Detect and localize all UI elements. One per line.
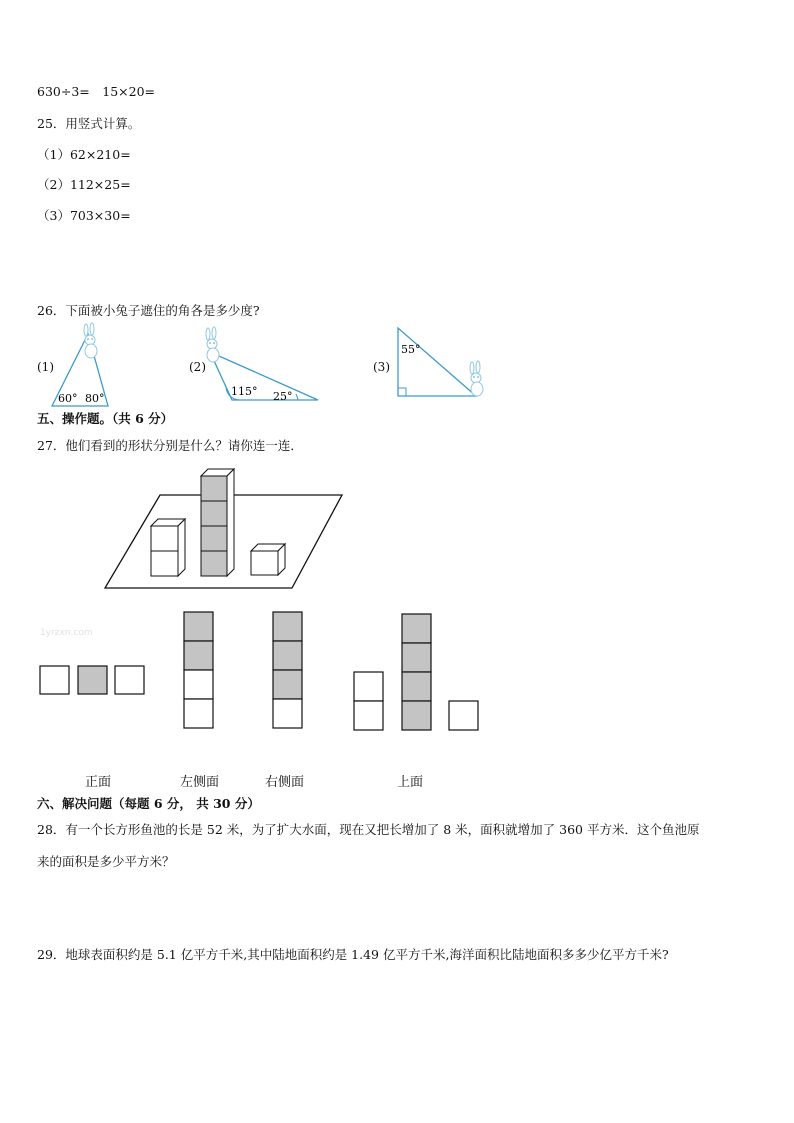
- rabbit-icon: [206, 327, 219, 362]
- angle-label-80: 80°: [85, 392, 105, 405]
- view-shape-row-of-three: [40, 666, 144, 694]
- rabbit-icon: [470, 361, 483, 396]
- angle-label-60: 60°: [58, 392, 78, 405]
- rabbit-icon: [84, 323, 97, 358]
- question-27-title: 27．他们看到的形状分别是什么？请你连一连．: [37, 438, 303, 453]
- view-shape-column-three-gray: [273, 612, 302, 728]
- cube-stack-tall: [201, 469, 234, 576]
- view-shapes: [36, 608, 486, 734]
- section-6-heading: 六、解决问题（每题 6 分， 共 30 分）: [37, 796, 260, 811]
- cube-single: [251, 544, 285, 575]
- watermark: 1yrzxn.com: [40, 628, 93, 638]
- question-28-line-1: 28．有一个长方形鱼池的长是 52 米，为了扩大水面，现在又把长增加了 8 米，面积就增加了 360 平方米．这个鱼池原: [37, 822, 700, 837]
- question-25-title: 25．用竖式计算。: [37, 116, 141, 131]
- view-shape-column-two-gray: [184, 612, 213, 728]
- calc-line: 630÷3= 15×20=: [37, 84, 156, 99]
- angle-label-115: 115°: [231, 385, 258, 398]
- view-label-left: 左侧面: [180, 775, 220, 790]
- figure-label-3: (3): [373, 360, 390, 374]
- triangle-figure-3: [398, 328, 483, 396]
- view-shape-mixed: [354, 614, 478, 730]
- question-29: 29．地球表面积约是 5.1 亿平方千米,其中陆地面积约是 1.49 亿平方千米,海洋面积比陆地面积多多少亿平方千米?: [37, 947, 669, 962]
- question-25-item-2: （2）112×25=: [37, 177, 131, 192]
- view-label-front: 正面: [85, 775, 112, 790]
- question-25-item-1: （1）62×210=: [37, 147, 131, 162]
- question-28-line-2: 来的面积是多少平方米？: [37, 854, 175, 869]
- question-26-title: 26．下面被小兔子遮住的角各是多少度?: [37, 303, 260, 318]
- section-5-heading: 五、操作题。（共 6 分）: [37, 411, 174, 426]
- question-25-item-3: （3）703×30=: [37, 208, 131, 223]
- cube-stack-left: [151, 519, 185, 576]
- cube-scene: [100, 464, 350, 594]
- figure-label-2: (2): [189, 360, 206, 374]
- angle-label-55: 55°: [401, 343, 421, 356]
- view-label-right: 右侧面: [265, 775, 305, 790]
- angle-figures: [30, 322, 500, 412]
- triangle-figure-1: [52, 323, 108, 406]
- figure-label-1: (1): [37, 360, 54, 374]
- view-label-top: 上面: [397, 775, 424, 790]
- angle-label-25: 25°: [273, 390, 293, 403]
- triangle-figure-2: [206, 327, 318, 403]
